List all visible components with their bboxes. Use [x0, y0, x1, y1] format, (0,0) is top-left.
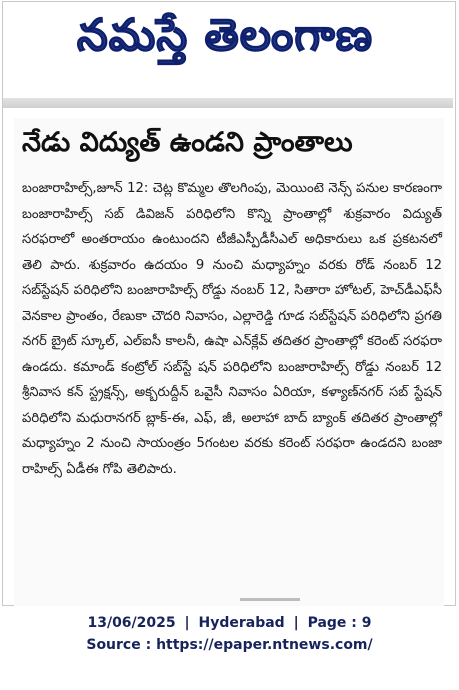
newspaper-masthead: నమస్తే తెలంగాణ [76, 10, 374, 61]
source-link[interactable]: Source : https://epaper.ntnews.com/ [86, 637, 373, 653]
article-end-divider [240, 598, 300, 601]
article-headline: నేడు విద్యుత్ ఉండని ప్రాంతాలు [22, 127, 353, 158]
masthead-divider [3, 98, 453, 108]
footer-separator: | [293, 615, 299, 631]
publication-footer [0, 612, 459, 656]
footer-separator: | [184, 615, 190, 631]
publication-page: Page : 9 [307, 615, 372, 631]
publication-info [0, 612, 459, 634]
article-body: బంజారాహిల్స్,జూన్ 12: చెట్ల కొమ్మల తొలగింపు, మెయింటె నెన్స్ పనుల కారణంగా బంజారాహిల్స్ సబ్ డివిజన్ పరిధిలోని కొన్ని ప్రాంతాల్లో శుక్రవారం విద్యుత్ సరఫరాలో అంతరాయం ఉంటుందని టీజీఎస్పీడీసీఎల్ అధికారులు ఒక ప్రకటనలో తెలి పారు. శుక్రవారం ఉదయం 9 నుంచి మధ్యాహ్నం వరకు రోడ్ నంబర్ 12 సబ్‌స్టేషన్ పరిధిలోని బంజారాహిల్స్ రోడ్డు నంబర్ 12, సితారా హోటల్, హెచ్‌డీఎఫ్‌సీ వెనకాల ప్రాంతం, రేణుకా చౌదరి నివాసం, ఎల్లారెడ్డి గూడ సబ్‌స్టేషన్ పరిధిలోని ప్రగతి నగర్ బ్రైట్ స్కూల్, ఎల్ఐసీ కాలనీ, ఉషా ఎన్‌క్లేవ్ తదితర ప్రాంతాల్లో కరెంట్ సరఫరా ఉండదు. కమాండ్ కంట్రోల్ సబ్‌స్టే షన్ పరిధిలోని బంజారాహిల్స్ రోడ్డు నంబర్ 12 శ్రీనివాస కన్ స్ట్రక్షన్స్, అక్బరుద్దీన్ ఒవైసీ నివాసం ఏరియా, కళ్యాణ్‌నగర్ సబ్ స్టేషన్ పరిధిలోని మధురానగర్ బ్లాక్-ఈ, ఎఫ్, జీ, అలాహా బాద్ బ్యాంక్ తదితర ప్రాంతాల్లో మధ్యాహ్నం 2 నుంచి సాయంత్రం 5గంటల వరకు కరెంట్ సరఫరా ఉండదని బంజా రాహిల్స్ ఏడీఈ గోపి తెలిపారు. [22, 181, 442, 477]
publication-city: Hyderabad [198, 615, 285, 631]
publication-date: 13/06/2025 [87, 615, 176, 631]
